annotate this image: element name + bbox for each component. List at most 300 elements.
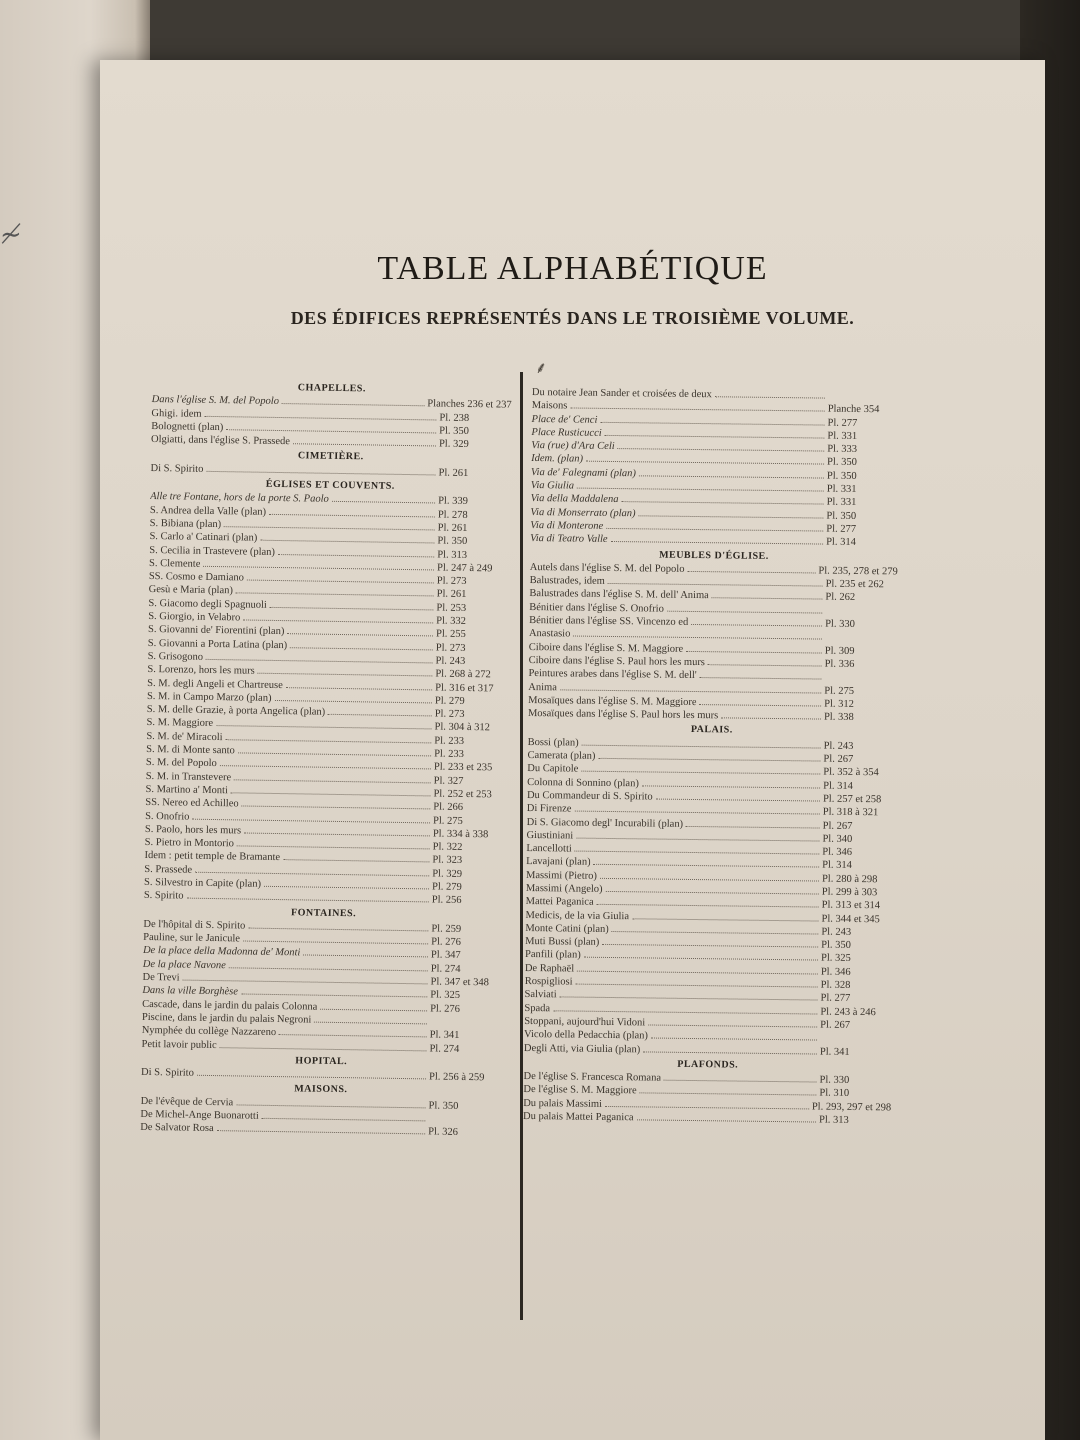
leader-dots — [270, 607, 434, 611]
entry-name: Camerata (plan) — [527, 749, 596, 762]
entry-name: S. Silvestro in Capite (plan) — [143, 876, 262, 890]
plate-reference: Pl. 253 — [436, 602, 467, 614]
leader-dots — [639, 515, 824, 518]
leader-dots — [243, 941, 428, 945]
plate-reference: Pl. 314 — [826, 536, 856, 549]
leader-dots — [712, 598, 823, 600]
plate-reference: Pl. 339 — [438, 495, 468, 508]
plate-reference: Pl. 310 — [819, 1088, 850, 1100]
leader-dots — [282, 403, 424, 406]
plate-reference: Pl. 235 et 262 — [825, 578, 885, 591]
leader-dots — [241, 994, 427, 998]
plate-reference: Pl. 331 — [826, 483, 857, 496]
leader-dots — [700, 704, 822, 706]
leader-dots — [560, 997, 818, 1001]
entry-name: Du Commandeur di S. Spirito — [526, 789, 653, 803]
leader-dots — [206, 659, 433, 664]
plate-reference: Pl. 328 — [820, 979, 851, 991]
plate-reference: Pl. 256 — [431, 894, 462, 907]
entry-name: Colonna di Sonnino (plan) — [527, 776, 639, 789]
entry-name: Idem. (plan) — [531, 453, 584, 466]
leader-dots — [598, 758, 820, 762]
entry-name: Rospigliosi — [524, 976, 573, 988]
leader-dots — [332, 501, 435, 504]
plate-reference: Pl. 330 — [825, 618, 855, 631]
leader-dots — [574, 811, 819, 815]
entry-name: Via di Teatro Valle — [530, 533, 608, 546]
entry-name: Di S. Spirito — [141, 1067, 194, 1079]
plate-reference: Pl. 243 — [823, 740, 854, 752]
entry-name: Lavajani (plan) — [526, 856, 591, 869]
leader-dots — [192, 818, 430, 823]
leader-dots — [187, 898, 429, 903]
leader-dots — [560, 689, 821, 693]
plate-reference: Pl. 255 — [435, 628, 466, 641]
section-heading: CHAPELLES. — [297, 382, 366, 395]
leader-dots — [220, 765, 431, 769]
plate-reference: Pl. 268 à 272 — [435, 668, 491, 681]
leader-dots — [621, 501, 823, 504]
plate-reference: Pl. 347 — [430, 949, 461, 962]
plate-reference: Pl. 293, 297 et 298 — [811, 1101, 892, 1114]
plate-reference: Pl. 314 — [822, 859, 852, 872]
leader-dots — [643, 1051, 817, 1054]
plate-reference: Pl. 277 — [827, 417, 858, 429]
section-heading: CIMETIÈRE. — [297, 450, 364, 463]
entry-name: Maisons — [531, 400, 568, 412]
leader-dots — [606, 528, 823, 532]
plate-reference: Pl. 313 — [818, 1114, 849, 1126]
leader-dots — [243, 620, 433, 624]
entry-name: Alle tre Fontane, hors de la porte S. Paolo — [150, 491, 329, 506]
leader-dots — [234, 779, 431, 783]
entry-name: Bénitier dans l'église SS. Vincenzo ed — [529, 615, 689, 628]
entry-name: Dans l'église S. M. del Popolo — [151, 394, 280, 408]
plate-reference: Pl. 304 à 312 — [434, 721, 491, 734]
leader-dots — [274, 700, 431, 703]
entry-name: Di S. Giacomo degl' Incurabili (plan) — [526, 816, 684, 830]
entry-name: Pauline, sur le Janicule — [143, 932, 241, 945]
plate-reference: Pl. 257 et 258 — [822, 793, 882, 806]
entry-name: Balustrades dans l'église S. M. dell' Anima — [529, 588, 709, 602]
leader-dots — [611, 541, 823, 545]
entry-name: De la place Navone — [142, 958, 226, 971]
plate-reference: Pl. 273 — [435, 642, 466, 654]
entry-name: S. Grisogono — [147, 650, 204, 663]
leader-dots — [269, 514, 435, 518]
entry-name: Via di Monterone — [530, 519, 604, 532]
entry-name: Giustiniani — [526, 829, 574, 842]
plate-reference: Pl. 346 — [820, 966, 851, 978]
leader-dots — [664, 1080, 817, 1083]
leader-dots — [278, 554, 434, 557]
ornament-icon: ⸙ — [534, 360, 547, 377]
leader-dots — [242, 806, 431, 810]
plate-reference — [825, 640, 897, 641]
leader-dots — [597, 904, 819, 908]
leader-dots — [248, 927, 428, 931]
page-title: TABLE ALPHABÉTIQUE — [377, 250, 768, 287]
entry-name: Du notaire Jean Sander et croisées de deux — [531, 386, 712, 401]
plate-reference: Pl. 267 — [820, 1019, 851, 1031]
entry-name: Petit lavoir public — [141, 1038, 217, 1051]
leader-dots — [260, 540, 434, 544]
plate-reference: Pl. 350 — [826, 470, 857, 482]
leader-dots — [279, 1034, 427, 1037]
plate-reference: Pl. 340 — [822, 833, 853, 845]
leader-dots — [577, 970, 818, 974]
leader-dots — [226, 739, 432, 743]
section-heading: FONTAINES. — [290, 906, 357, 919]
entry-name: Du Capitole — [527, 763, 579, 775]
leader-dots — [648, 1024, 817, 1027]
entry-name: Di Firenze — [526, 803, 572, 815]
plate-reference: Pl. 350 — [826, 510, 857, 522]
leader-dots — [293, 443, 436, 446]
plate-reference: Pl. 316 et 317 — [435, 682, 494, 694]
entry-name: S. Martino a' Monti — [145, 783, 229, 797]
plate-reference: Pl. 313 — [437, 549, 468, 561]
entry-name: S. Pietro in Montorio — [144, 837, 235, 850]
plate-reference: Pl. 261 — [437, 522, 468, 534]
entry-name: S. M. delle Grazie, à porta Angelica (plan) — [146, 704, 326, 718]
plate-reference: Pl. 233 — [434, 748, 464, 760]
entry-name: Ciboire dans l'église S. M. Maggiore — [528, 641, 684, 655]
entry-name: S. Giovanni a Porta Latina (plan) — [147, 637, 288, 651]
leader-dots — [573, 636, 822, 640]
leader-dots — [328, 714, 432, 717]
leader-dots — [220, 1047, 427, 1051]
leader-dots — [640, 1093, 817, 1096]
plate-reference: Pl. 333 — [827, 443, 858, 456]
entry-name: De Trevi — [142, 971, 180, 984]
plate-reference: Pl. 259 — [431, 923, 462, 935]
section-heading: MEUBLES D'ÉGLISE. — [659, 549, 769, 562]
leader-dots — [314, 1022, 427, 1025]
plate-reference: Pl. 325 — [430, 989, 461, 1002]
plate-reference: Pl. 243 — [435, 655, 466, 667]
plate-reference: Pl. 277 — [826, 523, 857, 535]
entry-name: De la place della Madonna de' Monti — [142, 945, 301, 959]
leader-dots — [586, 461, 824, 465]
leader-dots — [632, 918, 818, 921]
plate-reference: Pl. 243 — [821, 926, 852, 938]
leader-dots — [602, 944, 818, 948]
leader-dots — [283, 860, 429, 863]
entry-name: Gesù e Maria (plan) — [148, 584, 234, 597]
left-column — [140, 378, 512, 1140]
entry-name: S. Lorenzo, hors les murs — [147, 664, 255, 677]
plate-reference: Pl. 267 — [823, 753, 854, 765]
section-heading: PALAIS. — [690, 724, 733, 736]
plate-reference — [820, 1041, 892, 1042]
entry-name: Via de' Falegnami (plan) — [530, 466, 637, 480]
entry-name: S. Paolo, hors les murs — [144, 823, 242, 837]
entry-name: Degli Atti, via Giulia (plan) — [523, 1042, 641, 1055]
leader-dots — [605, 1106, 809, 1109]
entry-name: S. M. in Transtevere — [145, 770, 232, 783]
leader-dots — [600, 421, 824, 425]
entry-name: S. Onofrio — [145, 810, 190, 823]
entry-name: De l'évêque de Cervia — [140, 1095, 234, 1109]
entry-name: Spada — [524, 1002, 551, 1014]
plate-reference: Pl. 274 — [429, 1042, 460, 1055]
leader-dots — [203, 566, 434, 571]
entry-name: Muti Bussi (plan) — [525, 936, 600, 949]
plate-reference: Pl. 262 — [825, 592, 856, 604]
leader-dots — [206, 471, 435, 476]
plate-reference: Pl. 352 à 354 — [823, 766, 879, 779]
plate-reference — [824, 680, 896, 681]
leader-dots — [231, 792, 431, 796]
leader-dots — [238, 752, 431, 756]
plate-reference — [825, 613, 897, 614]
leader-dots — [303, 955, 428, 958]
entry-name: Bénitier dans l'église S. Onofrio — [529, 601, 664, 615]
plate-reference: Pl. 338 — [823, 711, 854, 724]
plate-reference: Pl. 341 — [429, 1029, 460, 1042]
plate-reference: Pl. 314 — [823, 780, 853, 792]
leader-dots — [183, 980, 428, 985]
plate-reference: Pl. 279 — [434, 695, 465, 707]
leader-dots — [686, 825, 820, 828]
entry-name: Monte Catini (plan) — [525, 922, 609, 935]
section-heading: ÉGLISES ET COUVENTS. — [265, 478, 395, 492]
plate-reference: Pl. 235, 278 et 279 — [818, 565, 898, 578]
entry-name: SS. Cosmo e Damiano — [148, 571, 245, 584]
plate-reference: Pl. 344 et 345 — [821, 913, 880, 925]
entry-name: Vicolo della Pedacchia (plan) — [524, 1029, 648, 1042]
entry-name: S. Giorgio, in Velabro — [148, 611, 241, 624]
section-heading: MAISONS. — [294, 1083, 348, 1096]
entry-name: Ghigi. idem — [151, 407, 202, 420]
entry-name: Du palais Massimi — [523, 1097, 603, 1110]
leader-dots — [286, 687, 432, 690]
leader-dots — [594, 864, 820, 868]
entry-name: Balustrades, idem — [529, 575, 605, 588]
plate-reference: Pl. 350 — [437, 535, 468, 548]
plate-reference: Pl. 336 — [824, 658, 855, 670]
plate-reference: Pl. 350 — [428, 1100, 459, 1112]
entry-name: Via della Maddalena — [530, 493, 619, 506]
entry-name: Medicis, de la via Giulia — [525, 909, 630, 922]
entry-name: Via Giulia — [530, 480, 575, 492]
plate-reference — [828, 399, 900, 400]
plate-reference: Pl. 275 — [824, 685, 855, 697]
entry-name: Stoppani, aujourd'hui Vidoni — [524, 1015, 646, 1029]
plate-reference: Pl. 312 — [824, 698, 854, 710]
entry-name: Salviati — [524, 989, 557, 1001]
entry-name: De l'église S. Francesca Romana — [523, 1071, 662, 1084]
leader-dots — [247, 580, 434, 584]
column-divider — [520, 372, 523, 1320]
leader-dots — [570, 408, 824, 412]
leader-dots — [606, 891, 819, 895]
plate-reference: Pl. 276 — [431, 936, 462, 949]
leader-dots — [687, 571, 815, 574]
entry-name: De l'hôpital di S. Spirito — [143, 918, 246, 932]
leader-dots — [605, 435, 825, 439]
leader-dots — [226, 429, 436, 433]
plate-reference: Pl. 318 à 321 — [822, 806, 879, 819]
leader-dots — [582, 744, 821, 748]
leader-dots — [229, 967, 428, 971]
plate-reference: Pl. 329 — [432, 868, 463, 880]
entry-name: Mosaïques dans l'église S. M. Maggiore — [528, 694, 697, 708]
entry-name: S. M. de' Miracoli — [146, 730, 223, 743]
plate-reference: Pl. 274 — [430, 963, 461, 975]
leader-dots — [612, 931, 819, 935]
leader-dots — [577, 488, 824, 492]
entry-name: Panfili (plan) — [524, 949, 581, 962]
entry-name: S. Giacomo degli Spagnuoli — [148, 597, 267, 611]
plate-reference — [428, 1121, 500, 1122]
plate-reference: Pl. 332 — [436, 615, 467, 628]
plate-reference: Pl. 323 — [432, 854, 463, 867]
leader-dots — [656, 798, 820, 801]
plate-reference: Pl. 341 — [819, 1046, 850, 1058]
plate-reference: Pl. 277 — [820, 992, 851, 1005]
plate-reference: Pl. 347 et 348 — [430, 976, 489, 989]
entry-name: Peintures arabes dans l'église S. M. dell' — [528, 668, 697, 682]
entry-name: Massimi (Pietro) — [525, 869, 597, 882]
entry-name: Mosaïques dans l'église S. Paul hors les murs — [527, 708, 719, 722]
entry-name: De l'église S. M. Maggiore — [523, 1084, 637, 1097]
leader-dots — [290, 647, 433, 650]
plate-reference: Pl. 247 à 249 — [436, 562, 493, 575]
entry-name: S. M. degli Angeli et Chartreuse — [147, 677, 283, 691]
leader-dots — [576, 984, 818, 988]
plate-reference: Pl. 350 — [827, 457, 857, 469]
entry-name: S. Cecilia in Trastevere (plan) — [149, 544, 276, 558]
entry-name: Idem : petit temple de Bramante — [144, 850, 281, 864]
plate-reference: Pl. 243 à 246 — [820, 1006, 876, 1018]
leader-dots — [639, 475, 824, 478]
plate-reference: Pl. 252 et 253 — [433, 788, 492, 801]
leader-dots — [236, 593, 434, 597]
plate-reference: Pl. 273 — [436, 575, 467, 588]
leader-dots — [584, 957, 818, 961]
leader-dots — [581, 771, 820, 775]
leader-dots — [642, 785, 820, 788]
leader-dots — [287, 634, 433, 637]
plate-reference: Pl. 346 — [822, 846, 853, 859]
entry-name: Bolognetti (plan) — [151, 420, 224, 434]
leader-dots — [236, 1104, 425, 1108]
leader-dots — [686, 651, 822, 654]
entry-name: Di S. Spirito — [150, 462, 204, 475]
leader-dots — [600, 878, 819, 882]
leader-dots — [224, 526, 435, 530]
plate-reference: Pl. 238 — [439, 412, 470, 424]
entry-name: Anima — [528, 681, 557, 693]
entry-name: S. M. del Popolo — [145, 757, 217, 770]
plate-reference: Pl. 313 et 314 — [821, 899, 881, 912]
entry-name: De Raphaël — [524, 962, 575, 975]
plate-reference: Pl. 261 — [436, 588, 467, 601]
entry-name: S. Prassede — [144, 863, 193, 876]
plate-reference: Pl. 350 — [439, 425, 470, 437]
leader-dots — [715, 396, 825, 398]
entry-name: Place Rusticucci — [531, 426, 602, 439]
entry-name: S. Carlo a' Catinari (plan) — [149, 531, 258, 544]
entry-name: Mattei Paganica — [525, 896, 594, 909]
leader-dots — [205, 415, 437, 420]
leader-dots — [637, 1119, 816, 1122]
plate-reference: Pl. 233 et 235 — [433, 761, 493, 774]
entry-name: Dans la ville Borghèse — [142, 985, 239, 998]
leader-dots — [700, 677, 822, 679]
entry-name: Via di Monserrato (plan) — [530, 506, 636, 519]
entry-name: S. Clemente — [149, 557, 201, 570]
leader-dots — [264, 886, 429, 890]
leader-dots — [691, 624, 822, 627]
leader-dots — [575, 851, 820, 855]
section-heading: PLAFONDS. — [677, 1058, 739, 1071]
plate-reference: Pl. 334 à 338 — [432, 828, 489, 841]
plate-reference: Pl. 273 — [434, 708, 465, 721]
plate-reference: Pl. 275 — [432, 814, 463, 827]
plate-reference: Pl. 278 — [437, 509, 468, 521]
leader-dots — [197, 1075, 426, 1080]
plate-reference: Pl. 325 — [820, 953, 851, 965]
plate-reference: Pl. 329 — [438, 438, 469, 451]
page-subtitle: DES ÉDIFICES REPRÉSENTÉS DANS LE TROISIÈME VOLUME. — [290, 308, 855, 328]
entry-name: Via (rue) d'Ara Celi — [531, 440, 615, 453]
leader-dots — [553, 1010, 817, 1014]
leader-dots — [258, 673, 433, 677]
entry-name: Anastasio — [528, 628, 571, 640]
plate-reference: Pl. 299 à 303 — [821, 886, 878, 899]
book-page — [100, 60, 1045, 1440]
plate-reference: Pl. 309 — [824, 645, 855, 657]
leader-dots — [216, 725, 431, 729]
entry-name: S. Spirito — [143, 890, 184, 902]
entry-name: Lancellotti — [526, 843, 572, 855]
entry-name: Bossi (plan) — [527, 736, 579, 749]
entry-name: Place de' Cenci — [531, 413, 598, 426]
plate-reference: Pl. 266 — [433, 801, 464, 814]
entry-name: S. Bibiana (plan) — [149, 517, 222, 531]
plate-reference: Pl. 322 — [432, 841, 463, 854]
plate-reference: Planche 354 — [827, 403, 880, 416]
plate-reference: Pl. 267 — [822, 820, 853, 832]
entry-name: Du palais Mattei Paganica — [523, 1110, 634, 1124]
leader-dots — [667, 610, 822, 613]
plate-reference: Pl. 326 — [428, 1126, 459, 1139]
entry-name: De Michel-Ange Buonarotti — [140, 1108, 259, 1122]
leader-dots — [244, 832, 430, 836]
plate-reference — [430, 1024, 502, 1025]
entry-name: De Salvator Rosa — [140, 1122, 214, 1135]
plate-reference: Pl. 331 — [827, 430, 858, 442]
plate-reference: Pl. 327 — [433, 775, 464, 787]
plate-reference: Pl. 350 — [821, 939, 852, 952]
leader-dots — [237, 845, 430, 849]
plate-reference: Pl. 279 — [431, 881, 462, 893]
plate-reference: Pl. 330 — [819, 1074, 850, 1087]
plate-reference: Pl. 256 à 259 — [428, 1071, 485, 1084]
entry-name: S. M. di Monte santo — [146, 743, 235, 757]
plate-reference: Pl. 331 — [826, 496, 857, 509]
facing-page-mark: ≁ — [0, 220, 22, 250]
leader-dots — [618, 448, 825, 452]
leader-dots — [195, 871, 429, 876]
right-column — [523, 386, 900, 1128]
leader-dots — [262, 1118, 426, 1122]
entry-name: SS. Nereo ed Achilleo — [145, 797, 239, 810]
entry-name: S. M. in Campo Marzo (plan) — [146, 690, 272, 704]
